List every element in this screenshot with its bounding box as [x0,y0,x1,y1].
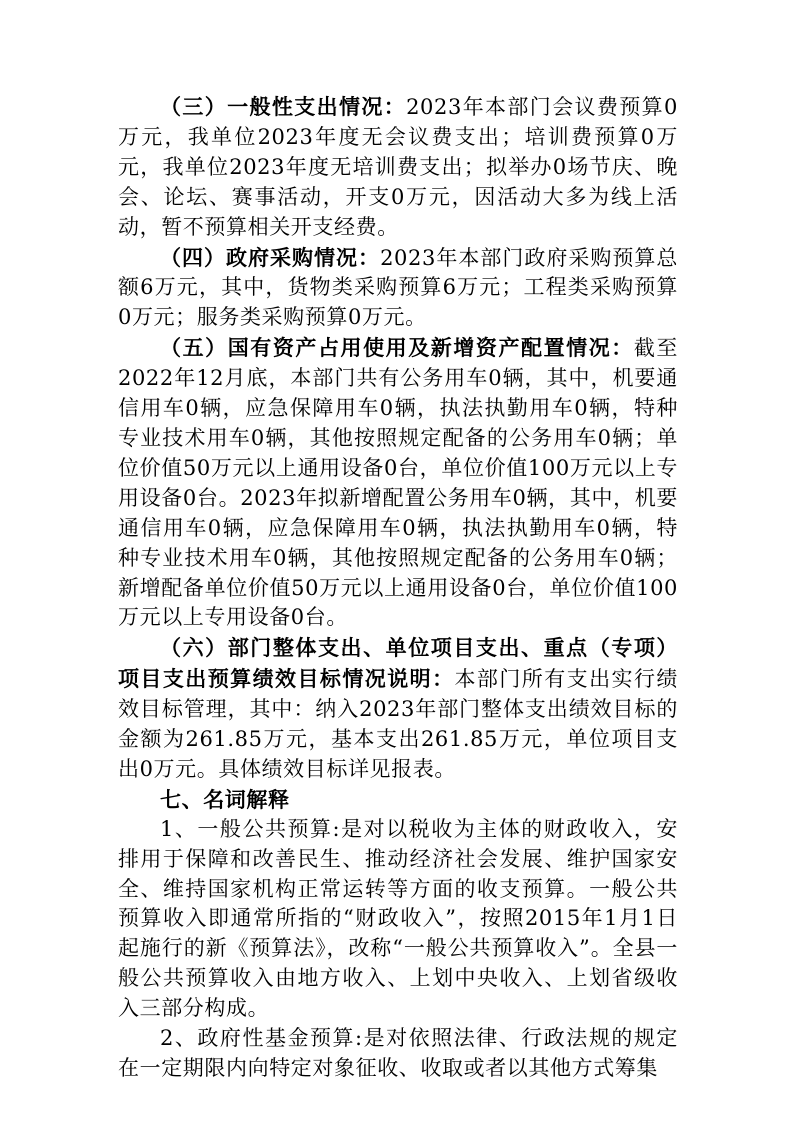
paragraph-general-expenditure [118,92,678,243]
paragraph-heading: （三）一般性支出情况： [160,94,407,119]
document-body [118,92,678,1084]
paragraph-heading: （六）部门整体支出、单位项目支出、重点（专项）项目支出预算绩效目标情况说明： [118,635,678,692]
definition-general-public-budget: 1、一般公共预算:是对以税收为主体的财政收入，安排用于保障和改善民生、推动经济社会发展、维护国家安全、维持国家机构正常运转等方面的收支预算。一般公共预算收入即通常所指的“财政收入”，按照2015年1月1日起施行的新《预算法》，改称“一般公共预算收入”。全县一般公共预算收入由地方收入、上划中央收入、上划省级收入三部分构成。 [118,816,678,1021]
paragraph-heading: （四）政府采购情况： [160,244,381,270]
paragraph-government-procurement [118,243,678,334]
paragraph-text: 截至2022年12月底，本部门共有公务用车0辆，其中，机要通信用车0辆，应急保障用车0辆，执法执勤用车0辆，特种专业技术用车0辆，其他按照规定配备的公务用车0辆；单位价值50万元以上通用设备0台，单位价值100万元以上专用设备0台。2023年拟新增配置公务用车0辆，其中，机要通信用车0辆，应急保障用车0辆，执法执勤用车0辆，特种专业技术用车0辆，其他按照规定配备的公务用车0辆；新增配备单位价值50万元以上通用设备0台，单位价值100万元以上专用设备0台。 [118,336,678,630]
paragraph-text: 2023年本部门政府采购预算总额6万元，其中，货物类采购预算6万元；工程类采购预算0万元；服务类采购预算0万元。 [118,245,678,330]
paragraph-state-assets [118,333,678,633]
section-heading-glossary: 七、名词解释 [160,786,290,812]
paragraph-performance-targets [118,633,678,785]
definition-government-fund-budget: 2、政府性基金预算:是对依照法律、行政法规的规定在一定期限内向特定对象征收、收取或者以其他方式筹集 [118,1026,678,1080]
paragraph-text: 本部门所有支出实行绩效目标管理，其中：纳入2023年部门整体支出绩效目标的金额为261.85万元，基本支出261.85万元，单位项目支出0万元。具体绩效目标详见报表。 [118,667,678,781]
paragraph-heading: （五）国有资产占用使用及新增资产配置情况： [160,335,634,361]
paragraph-text: 2023年本部门会议费预算0万元，我单位2023年度无会议费支出；培训费预算0万元，我单位2023年度无培训费支出；拟举办0场节庆、晚会、论坛、赛事活动，开支0万元，因活动大多为线上活动，暂不预算相关开支经费。 [118,95,678,239]
